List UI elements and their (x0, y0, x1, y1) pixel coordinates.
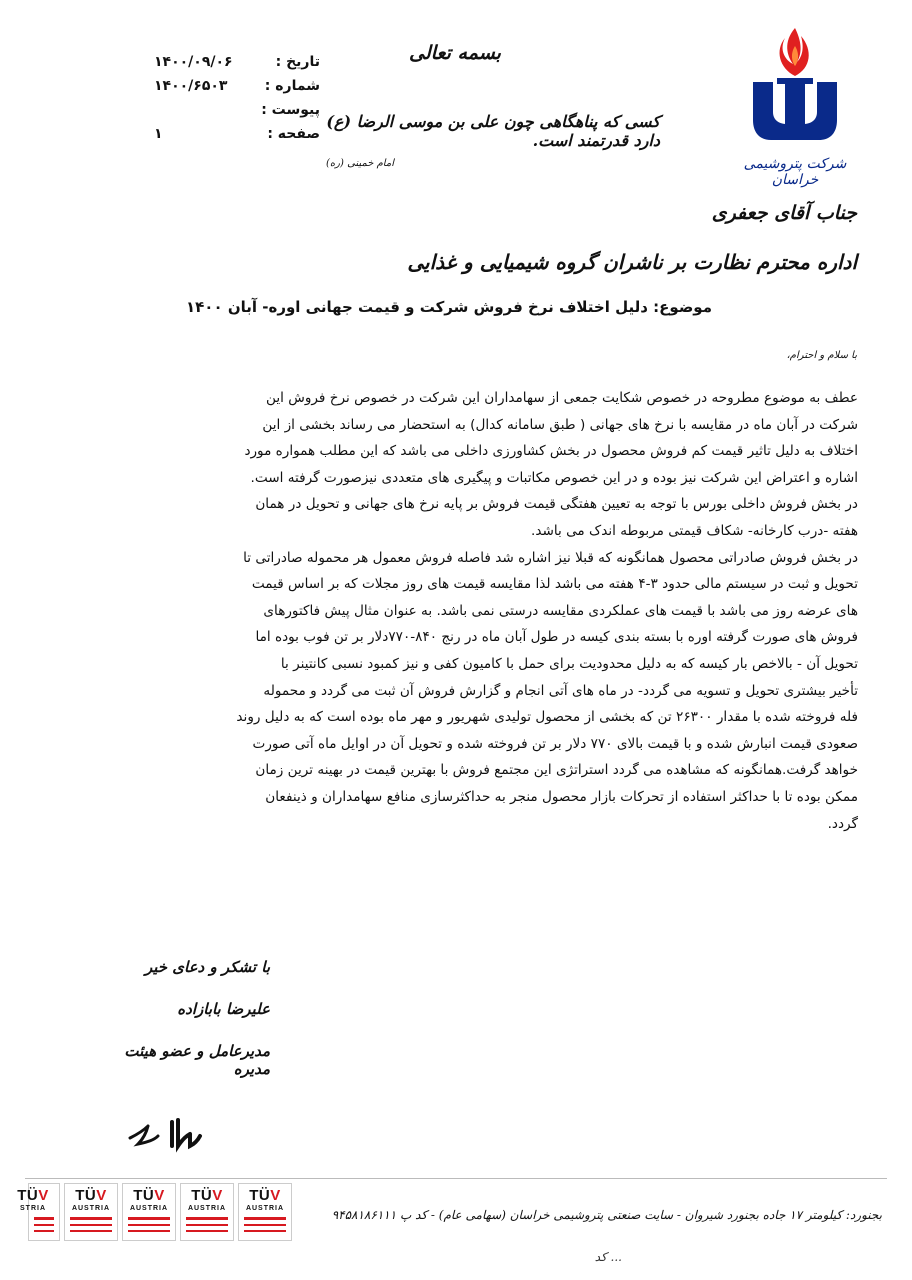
tuv-badge (64, 1183, 118, 1241)
tuv-label: TÜV (249, 1187, 281, 1204)
body-line: شرکت در آبان ماه در مقایسه با نرخ های جهانی ( طبق سامانه کدال) به استحضار می رساند بخشی از این (262, 416, 858, 433)
torch-logo-icon (735, 20, 855, 155)
body-line: خواهد گرفت.همانگونه که مشاهده می گردد استراتژی این مجتمع فروش با بهترین قیمت در بهینه ترین زمان (255, 762, 858, 779)
tuv-sublabel: STRIA (20, 1205, 46, 1212)
letter-subject: موضوع: دلیل اختلاف نرخ فروش شرکت و قیمت جهانی اوره- آبان ۱۴۰۰ (185, 298, 712, 316)
body-line: های عرضه روز می باشد با قیمت های عملکردی مقایسه درستی نمی باشد. به عنوان مثال پیش فاکتورهای (263, 602, 858, 619)
recipient-organization: اداره محترم نظارت بر ناشران گروه شیمیایی و غذایی (407, 250, 857, 274)
tuv-badge (238, 1183, 292, 1241)
tuv-badge (17, 1183, 60, 1241)
tuv-label: TÜV (133, 1187, 165, 1204)
tuv-sublabel: AUSTRIA (245, 1205, 285, 1212)
letter-meta (150, 50, 320, 146)
meta-page (150, 122, 320, 146)
footer-address-line2: ... کد (594, 1250, 622, 1264)
body-line: گردد. (827, 815, 858, 832)
quote-author: امام خمینی (ره) (326, 158, 394, 169)
tuv-sublabel: AUSTRIA (129, 1205, 169, 1212)
tuv-label: TÜV (17, 1187, 49, 1204)
bismillah-heading: بسمه تعالی (409, 42, 501, 64)
footer-address: بجنورد: کیلومتر ۱۷ جاده بجنورد شیروان - سایت صنعتی پتروشیمی خراسان (سهامی عام) - کد پ ۹۴۵۸۱۸۶۱۱۱ (331, 1208, 882, 1222)
body-line: صعودی قیمت انبارش شده و با قیمت بالای ۷۷۰ دلار بر تن فروخته شده و تحویل آن در اوایل ماه آتی صورت (252, 735, 858, 752)
meta-label: پیوست : (261, 102, 320, 118)
meta-attachment (150, 98, 320, 122)
meta-label: تاریخ : (275, 54, 320, 70)
body-line: اشاره و اعتراض این شرکت نیز بوده و در این خصوص مکاتبات و پیگیری های متعددی نیزصورت گرفته است. (250, 469, 858, 486)
handwritten-signature (128, 1100, 208, 1160)
body-line: در بخش فروش داخلی بورس با توجه به تعیین هفتگی قیمت فروش بر پایه نرخ های جهانی و تحویل در همان (255, 496, 858, 513)
company-logo (735, 20, 855, 195)
certification-badges (17, 1183, 292, 1241)
meta-number (150, 74, 320, 98)
body-line: تحویل آن - بالاخص بار کیسه که به دلیل محدودیت برای حمل با کامیون کفی و نیز کمبود نسبی کانتینر با (280, 655, 858, 672)
body-line: فروش های صورت گرفته اوره با بسته بندی کیسه در طول آبان ماه در رنج ۸۴۰-۷۷۰دلار بر تن فوب بوده اما (255, 629, 858, 646)
footer-divider (25, 1178, 887, 1179)
meta-label: شماره : (264, 78, 320, 94)
greeting: با سلام و احترام، (786, 350, 857, 361)
tuv-sublabel: AUSTRIA (187, 1205, 227, 1212)
body-line: تأخیر بیشتری تحویل و تسویه می گردد- در ماه های آتی انجام و گزارش فروش آن ثبت می گردد و محموله (263, 682, 858, 699)
body-line: هفته -درب کارخانه- شکاف قیمتی مربوطه اندک می باشد. (531, 522, 858, 539)
body-line: ممکن بوده تا با حداکثر استفاده از تحرکات بازار محصول منجر به حداکثرسازی منافع سهامداران و ذینفعان (265, 788, 858, 805)
body-line: تحویل و ثبت در سیستم مالی حدود ۳-۴ هفته می باشد لذا مقایسه قیمت های روز مجلات که بر اساس قیمت (251, 576, 858, 593)
meta-value: ۱۴۰۰/۰۹/۰۶ (154, 54, 233, 70)
signatory-name: علیرضا بابازاده (177, 1000, 270, 1018)
recipient-name: جناب آقای جعفری (711, 202, 857, 224)
closing-block (110, 958, 270, 1084)
tuv-sublabel: AUSTRIA (71, 1205, 111, 1212)
body-line: در بخش فروش صادراتی محصول همانگونه که قبلا نیز اشاره شد فاصله فروش معمول هر محموله صادراتی تا (243, 549, 858, 566)
meta-value: ۱۴۰۰/۶۵۰۳ (154, 78, 228, 94)
meta-label: صفحه : (267, 126, 320, 142)
meta-value: ۱ (154, 126, 163, 142)
body-line: عطف به موضوع مطروحه در خصوص شکایت جمعی از سهامداران این شرکت در خصوص نرخ فروش این (266, 390, 858, 406)
tuv-label: TÜV (75, 1187, 107, 1204)
tuv-badge (122, 1183, 176, 1241)
meta-date (150, 50, 320, 74)
letter-body (28, 385, 858, 837)
body-line: فله فروخته شده با مقدار ۲۶۳۰۰ تن که بخشی از محصول تولیدی شهریور و مهر ماه بوده است که به دلیل روند (236, 709, 858, 726)
tuv-label: TÜV (191, 1187, 223, 1204)
tuv-badge (180, 1183, 234, 1241)
header-quote: کسی که پناهگاهی چون علی بن موسی الرضا (ع) دارد قدرتمند است. (326, 112, 660, 150)
company-name: شرکت پتروشیمی خراسان (743, 156, 847, 188)
signatory-title: مدیرعامل و عضو هیئت مدیره (124, 1042, 270, 1078)
body-line: اختلاف به دلیل تاثیر قیمت کم فروش محصول در بخش کشاورزی داخلی می باشد که این مطلب همواره مورد (244, 443, 858, 460)
closing-regards: با تشکر و دعای خیر (144, 958, 270, 976)
